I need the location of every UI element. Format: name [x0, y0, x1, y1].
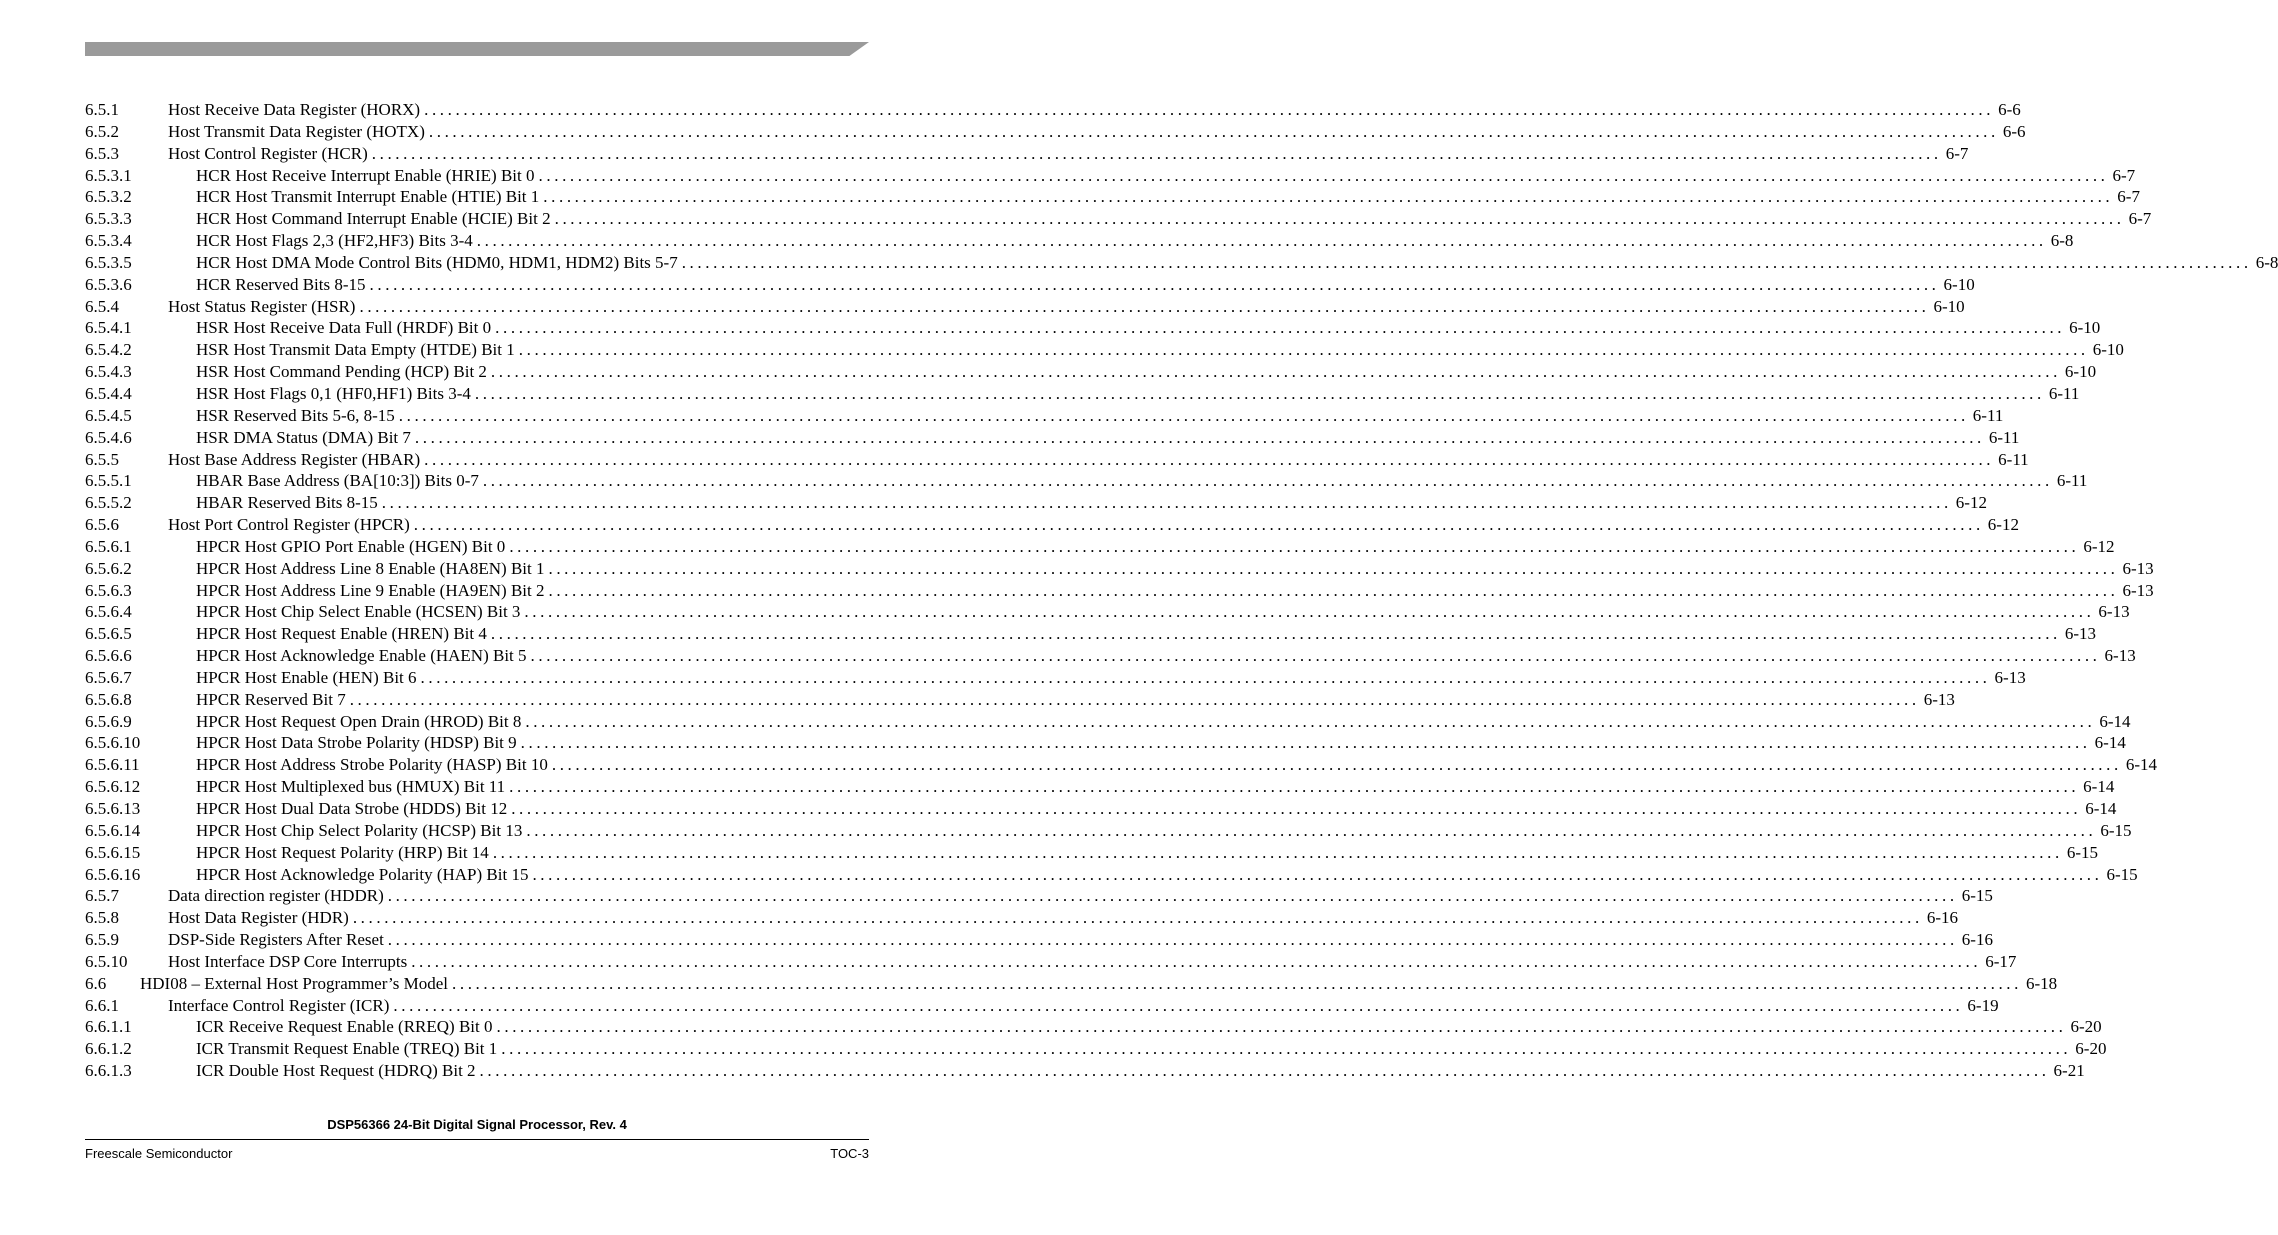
toc-leader-dots: ........................................................................................................................................................................................................ [420, 667, 1991, 687]
toc-entry-page: 6-15 [2066, 842, 2098, 862]
toc-entry[interactable] [0, 732, 2126, 754]
toc-leader-dots: ........................................................................................................................................................................................................ [393, 995, 1964, 1015]
toc-leader-dots: ........................................................................................................................................................................................................ [482, 471, 2053, 491]
toc-entry-number: 6.5.2 [85, 121, 119, 141]
toc-entry[interactable] [0, 99, 2021, 121]
toc-entry-title: HPCR Host Enable (HEN) Bit 6 [196, 667, 417, 687]
toc-leader-dots: ........................................................................................................................................................................................................ [369, 274, 1940, 294]
toc-entry-number: 6.5.6.9 [85, 711, 132, 731]
toc-leader-dots: ........................................................................................................................................................................................................ [424, 449, 1995, 469]
toc-entry-title: Host Port Control Register (HPCR) [168, 515, 410, 535]
toc-entry-title-line [196, 689, 1955, 711]
toc-leader-dots: ........................................................................................................................................................................................................ [525, 711, 2096, 731]
toc-entry-number: 6.5.6.10 [85, 733, 141, 753]
toc-entry[interactable] [0, 427, 2020, 449]
toc-entry-page: 6-15 [1961, 886, 1993, 906]
toc-entry-title-line [196, 842, 2098, 864]
toc-entry-number: 6.6.1 [85, 995, 119, 1015]
toc-entry-page: 6-13 [2122, 580, 2154, 600]
toc-entry-number: 6.5.3.2 [85, 187, 132, 207]
toc-entry-number: 6.5.3 [85, 143, 119, 163]
toc-entry-page: 6-15 [2100, 820, 2132, 840]
toc-entry-number: 6.5.6 [85, 515, 119, 535]
toc-leader-dots: ........................................................................................................................................................................................................ [359, 296, 1930, 316]
toc-entry[interactable] [0, 689, 1955, 711]
toc-entry-title-line [196, 252, 2278, 274]
toc-entry-page: 6-7 [2117, 187, 2140, 207]
toc-entry-page: 6-13 [1923, 689, 1955, 709]
toc-leader-dots: ........................................................................................................................................................................................................ [543, 187, 2114, 207]
toc-entry-page: 6-18 [2026, 973, 2058, 993]
toc-entry-page: 6-12 [2083, 536, 2115, 556]
toc-entry-page: 6-11 [2056, 471, 2088, 491]
toc-entry-title: HSR Host Transmit Data Empty (HTDE) Bit 1 [196, 340, 515, 360]
toc-entry-title: DSP-Side Registers After Reset [168, 930, 384, 950]
toc-entry-title-line [196, 405, 2004, 427]
toc-leader-dots: ........................................................................................................................................................................................................ [490, 362, 2061, 382]
toc-entry-page: 6-8 [2050, 231, 2074, 251]
toc-entry[interactable] [0, 864, 2138, 886]
toc-entry-number: 6.5.7 [85, 886, 119, 906]
toc-entry-page: 6-7 [2112, 165, 2136, 185]
toc-leader-dots: ........................................................................................................................................................................................................ [387, 886, 1958, 906]
toc-entry-number: 6.5.6.12 [85, 777, 141, 797]
toc-entry-number: 6.5.5 [85, 449, 119, 469]
toc-entry-title: HPCR Host GPIO Port Enable (HGEN) Bit 0 [196, 536, 506, 556]
toc-entry-title-line [196, 558, 2154, 580]
toc-entry-title-line [168, 121, 2026, 143]
toc-leader-dots: ........................................................................................................................................................................................................ [381, 493, 1952, 513]
toc-entry-title: HBAR Reserved Bits 8-15 [196, 493, 378, 513]
toc-entry-page: 6-10 [1943, 274, 1975, 294]
toc-entry-number: 6.5.6.1 [85, 536, 132, 556]
toc-entry-title-line [196, 711, 2131, 733]
toc-entry-number: 6.5.6.13 [85, 799, 141, 818]
toc-entry-number: 6.5.3.3 [85, 209, 132, 229]
toc-entry-title-line [196, 645, 2136, 667]
toc-leader-dots: ........................................................................................................................................................................................................ [554, 209, 2125, 229]
toc-entry-number: 6.5.6.3 [85, 580, 132, 600]
toc-entry[interactable] [0, 449, 2029, 471]
toc-leader-dots: ........................................................................................................................................................................................................ [371, 143, 1942, 163]
footer-page-label: TOC-3 [830, 1146, 869, 1161]
toc-entry[interactable] [0, 361, 2097, 383]
toc-entry-page: 6-13 [2104, 646, 2136, 666]
toc-leader-dots: ........................................................................................................................................................................................................ [492, 842, 2063, 862]
toc-entry-page: 6-12 [1955, 493, 1987, 513]
toc-entry-title-line [168, 951, 2017, 973]
toc-entry[interactable] [0, 470, 2088, 492]
toc-entry-title-line [196, 667, 2026, 689]
toc-entry[interactable] [0, 601, 2130, 623]
toc-entry-title: ICR Double Host Request (HDRQ) Bit 2 [196, 1061, 476, 1081]
toc-entry-title-line [168, 449, 2029, 471]
toc-entry-number: 6.6.1.2 [85, 1039, 132, 1059]
toc-entry[interactable] [0, 492, 1987, 514]
toc-leader-dots: ........................................................................................................................................................................................................ [474, 383, 2045, 403]
toc-entry-title: HPCR Host Dual Data Strobe (HDDS) Bit 12 [196, 799, 508, 818]
toc-entry-number: 6.5.5.2 [85, 493, 132, 513]
toc-entry-page: 6-6 [1998, 100, 2021, 119]
toc-entry-title: Host Receive Data Register (HORX) [168, 100, 421, 119]
toc-entry-page: 6-10 [1933, 296, 1965, 316]
toc-entry[interactable] [0, 339, 2124, 361]
toc-entry[interactable] [0, 754, 2158, 776]
toc-entry-title-line [196, 230, 2074, 252]
toc-entry-page: 6-7 [1945, 143, 1969, 163]
toc-entry[interactable] [0, 296, 1965, 318]
toc-entry-number: 6.5.3.6 [85, 274, 132, 294]
toc-entry-number: 6.5.6.2 [85, 558, 132, 578]
toc-entry-title-line [196, 317, 2101, 339]
toc-entry[interactable] [0, 885, 1993, 907]
toc-entry-title: Host Base Address Register (HBAR) [168, 449, 421, 469]
toc-leader-dots: ........................................................................................................................................................................................................ [413, 515, 1984, 535]
toc-entry-title: Host Interface DSP Core Interrupts [168, 951, 408, 971]
toc-entry-page: 6-11 [1972, 405, 2004, 425]
toc-leader-dots: ........................................................................................................................................................................................................ [352, 908, 1923, 928]
toc-entry-number: 6.5.6.7 [85, 667, 132, 687]
toc-leader-dots: ........................................................................................................................................................................................................ [548, 558, 2119, 578]
toc-entry[interactable] [0, 230, 2074, 252]
toc-entry-title: HPCR Host Address Line 8 Enable (HA8EN) Bit 1 [196, 558, 545, 578]
toc-entry-page: 6-11 [2048, 383, 2080, 403]
footer-company: Freescale Semiconductor [85, 1146, 233, 1161]
toc-entry-title: HSR Host Flags 0,1 (HF0,HF1) Bits 3-4 [196, 383, 471, 403]
toc-entry[interactable] [0, 143, 1969, 165]
toc-entry-title: HDI08 – External Host Programmer’s Model [140, 973, 448, 993]
toc-entry[interactable] [0, 907, 1958, 929]
toc-leader-dots: ........................................................................................................................................................................................................ [526, 820, 2097, 840]
toc-entry-page: 6-20 [2075, 1039, 2107, 1059]
toc-entry-title: HCR Host Receive Interrupt Enable (HRIE) Bit 0 [196, 165, 535, 185]
toc-entry-page: 6-10 [2092, 340, 2124, 360]
toc-entry-page: 6-8 [2255, 252, 2278, 272]
toc-entry-number: 6.5.5.1 [85, 471, 132, 491]
toc-leader-dots: ........................................................................................................................................................................................................ [414, 427, 1985, 447]
toc-entry-title-line [196, 492, 1987, 514]
toc-entry[interactable] [0, 1016, 2102, 1038]
toc-entry-page: 6-10 [2064, 362, 2097, 382]
toc-entry[interactable] [0, 973, 2058, 995]
toc-entry[interactable] [0, 317, 2101, 339]
toc-entry-title-line [168, 995, 1999, 1017]
toc-entry-page: 6-20 [2070, 1017, 2102, 1037]
toc-entry-title-line [196, 732, 2126, 754]
toc-leader-dots: ........................................................................................................................................................................................................ [387, 930, 1958, 950]
toc-entry-title: HPCR Host Request Open Drain (HROD) Bit 8 [196, 711, 522, 731]
toc-entry-title: Host Status Register (HSR) [168, 296, 356, 316]
toc-entry-title: Interface Control Register (ICR) [168, 995, 390, 1015]
toc-entry-page: 6-6 [2002, 121, 2026, 141]
toc-entry[interactable] [0, 1038, 2107, 1060]
toc-entry-number: 6.5.4.5 [85, 405, 132, 425]
toc-entry-page: 6-14 [2094, 733, 2126, 753]
toc-entry-number: 6.5.3.1 [85, 165, 132, 185]
toc-entry-title-line [168, 99, 2021, 121]
toc-entry[interactable] [0, 121, 2026, 143]
toc-leader-dots: ........................................................................................................................................................................................................ [476, 231, 2047, 251]
toc-entry[interactable] [0, 929, 1993, 951]
toc-entry-number: 6.5.9 [85, 930, 119, 950]
toc-entry-page: 6-19 [1967, 995, 1999, 1015]
toc-entry-title-line [168, 929, 1993, 951]
toc-entry-number: 6.6.1.1 [85, 1017, 132, 1037]
toc-leader-dots: ........................................................................................................................................................................................................ [398, 405, 1969, 425]
toc-entry-title: HPCR Host Chip Select Enable (HCSEN) Bit 3 [196, 602, 521, 622]
toc-entry-title: Host Transmit Data Register (HOTX) [168, 121, 425, 141]
toc-entry-page: 6-13 [1994, 667, 2026, 687]
toc-entry-page: 6-13 [2098, 602, 2130, 622]
toc-entry[interactable] [0, 536, 2115, 558]
toc-leader-dots: ........................................................................................................................................................................................................ [509, 536, 2080, 556]
toc-entry-title-line [196, 361, 2097, 383]
toc-leader-dots: ........................................................................................................................................................................................................ [524, 602, 2095, 622]
toc-entry-number: 6.5.3.5 [85, 252, 132, 272]
toc-entry-number: 6.5.3.4 [85, 231, 132, 251]
toc-leader-dots: ........................................................................................................................................................................................................ [530, 646, 2101, 666]
toc-entry-title-line [196, 1038, 2107, 1060]
toc-leader-dots: ........................................................................................................................................................................................................ [411, 951, 1982, 971]
toc-entry[interactable] [0, 186, 2140, 208]
toc-entry-title-line [196, 427, 2020, 449]
toc-entry-page: 6-12 [1987, 515, 2019, 535]
toc-entry[interactable] [0, 667, 2026, 689]
toc-leader-dots: ........................................................................................................................................................................................................ [520, 733, 2091, 753]
toc-entry-number: 6.5.4 [85, 296, 119, 316]
toc-entry-title: ICR Transmit Request Enable (TREQ) Bit 1 [196, 1039, 498, 1059]
toc-entry-page: 6-14 [2125, 755, 2158, 775]
footer-doc-title: DSP56366 24-Bit Digital Signal Processor, Rev. 4 [327, 1117, 627, 1132]
toc-entry-title-line [196, 1016, 2102, 1038]
toc-entry-number: 6.6.1.3 [85, 1061, 132, 1081]
toc-entry-title: Host Data Register (HDR) [168, 908, 349, 928]
toc-entry-title: HCR Host Flags 2,3 (HF2,HF3) Bits 3-4 [196, 231, 473, 251]
toc-leader-dots: ........................................................................................................................................................................................................ [496, 1017, 2067, 1037]
toc-entry-title: HSR Host Command Pending (HCP) Bit 2 [196, 362, 487, 382]
toc-entry-title: HPCR Host Multiplexed bus (HMUX) Bit 11 [196, 777, 506, 797]
toc-entry-number: 6.6 [85, 973, 107, 993]
toc-entry-number: 6.5.10 [85, 951, 128, 971]
toc-entry-title: HPCR Host Request Enable (HREN) Bit 4 [196, 624, 487, 644]
toc-entry-title: Data direction register (HDDR) [168, 886, 384, 906]
toc-entry-title-line [196, 798, 2117, 820]
toc-entry-number: 6.5.6.14 [85, 820, 141, 840]
toc-leader-dots: ........................................................................................................................................................................................................ [452, 973, 2022, 993]
toc-entry-title-line [196, 470, 2088, 492]
toc-entry-number: 6.5.4.6 [85, 427, 132, 447]
toc-leader-dots: ........................................................................................................................................................................................................ [509, 777, 2080, 797]
toc-entry-title-line [196, 383, 2080, 405]
toc-entry-title-line [140, 973, 2058, 995]
toc-entry-title: HCR Host Command Interrupt Enable (HCIE) Bit 2 [196, 209, 551, 229]
toc-entry-number: 6.5.4.2 [85, 340, 132, 360]
toc-entry-title: HCR Host Transmit Interrupt Enable (HTIE) Bit 1 [196, 187, 540, 207]
toc-entry-page: 6-11 [1998, 449, 2029, 469]
toc-entry-number: 6.5.6.16 [85, 864, 141, 884]
toc-entry-title: HSR DMA Status (DMA) Bit 7 [196, 427, 411, 447]
toc-entry[interactable] [0, 514, 2019, 536]
toc-leader-dots: ........................................................................................................................................................................................................ [490, 624, 2061, 644]
toc-entry[interactable] [0, 383, 2080, 405]
toc-entry[interactable] [0, 165, 2136, 187]
toc-leader-dots: ........................................................................................................................................................................................................ [424, 100, 1995, 119]
toc-leader-dots: ........................................................................................................................................................................................................ [479, 1061, 2050, 1081]
toc-entry-title: HSR Reserved Bits 5-6, 8-15 [196, 405, 395, 425]
toc-entry-title-line [196, 623, 2097, 645]
toc-entry-number: 6.5.6.5 [85, 624, 132, 644]
toc-leader-dots: ........................................................................................................................................................................................................ [538, 165, 2109, 185]
toc-entry[interactable] [0, 1060, 2085, 1082]
toc-entry-page: 6-7 [2128, 209, 2152, 229]
toc-entry-page: 6-14 [2083, 777, 2115, 797]
toc-entry-title: ICR Receive Request Enable (RREQ) Bit 0 [196, 1017, 493, 1037]
toc-entry[interactable] [0, 558, 2154, 580]
toc-entry[interactable] [0, 274, 1975, 296]
toc-leader-dots: ........................................................................................................................................................................................................ [428, 121, 1999, 141]
toc-entry[interactable] [0, 776, 2115, 798]
toc-entry[interactable] [0, 252, 2278, 274]
toc-entry-title-line [196, 165, 2136, 187]
footer-rule [85, 1139, 869, 1140]
toc-entry-title-line [196, 208, 2152, 230]
toc-entry-title: HPCR Host Acknowledge Enable (HAEN) Bit 5 [196, 646, 527, 666]
toc-entry-title-line [196, 776, 2115, 798]
toc-entry-title: HBAR Base Address (BA[10:3]) Bits 0-7 [196, 471, 479, 491]
toc-entry-page: 6-15 [2106, 864, 2138, 884]
toc-entry[interactable] [0, 580, 2154, 602]
toc-entry[interactable] [0, 951, 2017, 973]
toc-entry[interactable] [0, 820, 2132, 842]
toc-entry-title: Host Control Register (HCR) [168, 143, 368, 163]
toc-entry-number: 6.5.6.8 [85, 689, 132, 709]
toc-entry-title: HPCR Host Address Line 9 Enable (HA9EN) Bit 2 [196, 580, 545, 600]
toc-entry-number: 6.5.6.4 [85, 602, 132, 622]
toc-entry-page: 6-13 [2122, 558, 2154, 578]
toc-entry-title-line [168, 143, 1969, 165]
toc-entry-title-line [168, 296, 1965, 318]
toc-entry[interactable] [0, 645, 2136, 667]
toc-leader-dots: ........................................................................................................................................................................................................ [511, 799, 2082, 818]
toc-entry-page: 6-10 [2069, 318, 2101, 338]
toc-entry-title: HCR Reserved Bits 8-15 [196, 274, 366, 294]
toc-entry-title: HPCR Host Acknowledge Polarity (HAP) Bit 15 [196, 864, 529, 884]
toc-entry-title-line [196, 754, 2158, 776]
toc-entry-page: 6-14 [2099, 711, 2131, 731]
toc-entry-number: 6.5.1 [85, 100, 119, 119]
toc-entry[interactable] [0, 623, 2097, 645]
toc-entry-page: 6-13 [2064, 624, 2097, 644]
toc-entry-title-line [196, 864, 2138, 886]
toc-entry-number: 6.5.4.4 [85, 383, 132, 403]
toc-entry-title: HSR Host Receive Data Full (HRDF) Bit 0 [196, 318, 492, 338]
toc-entry-page: 6-16 [1961, 930, 1993, 950]
toc-entry-title: HCR Host DMA Mode Control Bits (HDM0, HDM1, HDM2) Bits 5-7 [196, 252, 678, 272]
toc-entry-title-line [196, 1060, 2085, 1082]
toc-entry-title: HPCR Host Chip Select Polarity (HCSP) Bit 13 [196, 820, 523, 840]
toc-entry-page: 6-14 [2085, 799, 2117, 818]
toc-entry-title: HPCR Host Data Strobe Polarity (HDSP) Bit 9 [196, 733, 517, 753]
toc-leader-dots: ........................................................................................................................................................................................................ [551, 755, 2122, 775]
toc-entry[interactable] [0, 995, 1999, 1017]
toc-entry-title: HPCR Host Request Polarity (HRP) Bit 14 [196, 842, 489, 862]
toc-leader-dots: ........................................................................................................................................................................................................ [532, 864, 2103, 884]
toc-entry[interactable] [0, 798, 2117, 820]
toc-entry-title-line [196, 601, 2130, 623]
toc-entry-title-line [196, 339, 2124, 361]
toc-entry-title-line [196, 274, 1975, 296]
toc-entry-page: 6-11 [1988, 427, 2020, 447]
toc-entry-title: HPCR Reserved Bit 7 [196, 689, 346, 709]
toc-list [0, 99, 2278, 1082]
toc-entry-page: 6-21 [2053, 1061, 2085, 1081]
toc-entry-number: 6.5.4.1 [85, 318, 132, 338]
toc-entry-title-line [196, 580, 2154, 602]
toc-leader-dots: ........................................................................................................................................................................................................ [495, 318, 2066, 338]
toc-entry-page: 6-17 [1985, 951, 2017, 971]
toc-leader-dots: ........................................................................................................................................................................................................ [501, 1039, 2072, 1059]
toc-leader-dots: ........................................................................................................................................................................................................ [548, 580, 2119, 600]
toc-entry[interactable] [0, 208, 2152, 230]
toc-entry[interactable] [0, 405, 2004, 427]
toc-entry[interactable] [0, 711, 2131, 733]
toc-leader-dots: ........................................................................................................................................................................................................ [349, 689, 1920, 709]
toc-leader-dots: ........................................................................................................................................................................................................ [681, 252, 2252, 272]
toc-entry-title-line [196, 536, 2115, 558]
toc-entry-page: 6-16 [1926, 908, 1958, 928]
toc-entry-title: HPCR Host Address Strobe Polarity (HASP) Bit 10 [196, 755, 548, 775]
toc-entry-title-line [168, 514, 2019, 536]
toc-entry-number: 6.5.6.15 [85, 842, 141, 862]
toc-entry-title-line [168, 907, 1958, 929]
toc-leader-dots: ........................................................................................................................................................................................................ [518, 340, 2089, 360]
toc-entry-number: 6.5.4.3 [85, 362, 132, 382]
toc-entry-number: 6.5.6.6 [85, 646, 132, 666]
header-bar [85, 42, 869, 56]
toc-entry-title-line [196, 186, 2140, 208]
toc-entry[interactable] [0, 842, 2098, 864]
toc-entry-number: 6.5.8 [85, 908, 119, 928]
toc-entry-title-line [168, 885, 1993, 907]
toc-entry-number: 6.5.6.11 [85, 755, 140, 775]
toc-entry-title-line [196, 820, 2132, 842]
